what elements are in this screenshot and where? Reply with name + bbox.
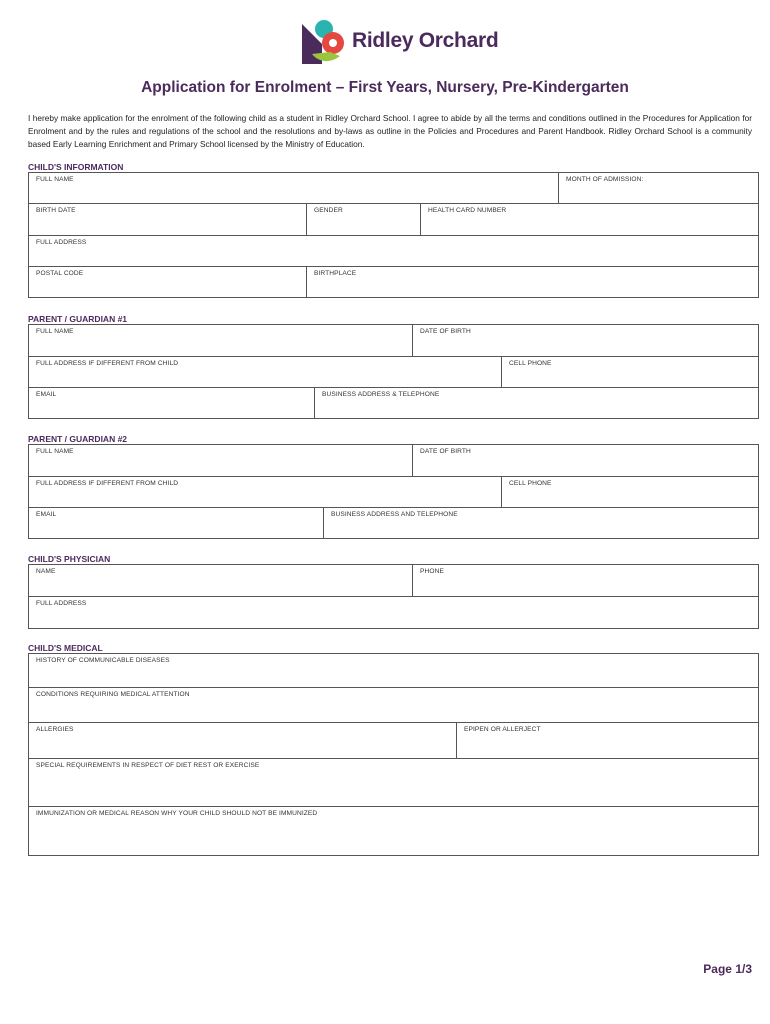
guardian-2-full-name-field[interactable]	[29, 445, 413, 477]
section-heading-child-info: CHILD'S INFORMATION	[28, 162, 124, 172]
field-label: GENDER	[314, 207, 343, 214]
guardian-1-dob-field[interactable]	[413, 325, 759, 357]
field-label: IMMUNIZATION OR MEDICAL REASON WHY YOUR CHILD SHOULD NOT BE IMMUNIZED	[36, 810, 318, 817]
physician-phone-field[interactable]	[413, 565, 759, 597]
child-full-name-field[interactable]	[29, 173, 559, 204]
guardian-1-email-field[interactable]	[29, 388, 315, 419]
field-label: CELL PHONE	[509, 480, 552, 487]
field-label: NAME	[36, 568, 56, 575]
guardian-1-table	[28, 324, 759, 419]
field-label: DATE OF BIRTH	[420, 328, 471, 335]
field-label: EMAIL	[36, 511, 57, 518]
physician-table	[28, 564, 759, 629]
field-label: BIRTHPLACE	[314, 270, 357, 277]
communicable-diseases-field[interactable]	[29, 654, 759, 688]
month-of-admission-field[interactable]	[559, 173, 759, 204]
child-info-table	[28, 172, 759, 298]
child-gender-field[interactable]	[307, 204, 421, 236]
field-label: MONTH OF ADMISSION:	[566, 176, 644, 183]
ridley-orchard-logo-icon	[300, 16, 346, 66]
field-label: FULL NAME	[36, 448, 74, 455]
section-heading-physician: CHILD'S PHYSICIAN	[28, 554, 111, 564]
health-card-number-field[interactable]	[421, 204, 759, 236]
special-requirements-field[interactable]	[29, 759, 759, 807]
section-heading-guardian-2: PARENT / GUARDIAN #2	[28, 434, 128, 444]
guardian-2-address-field[interactable]	[29, 477, 502, 508]
guardian-2-email-field[interactable]	[29, 508, 324, 539]
guardian-2-cell-phone-field[interactable]	[502, 477, 759, 508]
field-label: SPECIAL REQUIREMENTS IN RESPECT OF DIET REST OR EXERCISE	[36, 762, 260, 769]
field-label: FULL ADDRESS IF DIFFERENT FROM CHILD	[36, 480, 179, 487]
child-birthplace-field[interactable]	[307, 267, 759, 298]
field-label: CONDITIONS REQUIRING MEDICAL ATTENTION	[36, 691, 190, 698]
field-label: FULL NAME	[36, 328, 74, 335]
physician-name-field[interactable]	[29, 565, 413, 597]
field-label: HISTORY OF COMMUNICABLE DISEASES	[36, 657, 170, 664]
field-label: POSTAL CODE	[36, 270, 84, 277]
immunization-field[interactable]	[29, 807, 759, 856]
brand-name: Ridley Orchard	[352, 29, 499, 52]
field-label: CELL PHONE	[509, 360, 552, 367]
field-label: PHONE	[420, 568, 444, 575]
field-label: FULL ADDRESS	[36, 600, 87, 607]
page-title: Application for Enrolment – First Years, Nursery, Pre-Kindergarten	[141, 79, 629, 96]
intro-paragraph: I hereby make application for the enrolment of the following child as a student in Ridley Orchard School. I agree to abide by all the terms and conditions outlined in the Procedures for Application for Enrolment and by the rules and regulations of the school and the resolutions and by-laws as outline in the Policies and Procedures and Parent Handbook. Ridley Orchard School is a community based Early Learning Enrichment and Primary School licensed by the Ministry of Education.	[28, 113, 752, 150]
field-label: HEALTH CARD NUMBER	[428, 207, 507, 214]
child-full-address-field[interactable]	[29, 236, 759, 267]
child-postal-code-field[interactable]	[29, 267, 307, 298]
guardian-1-full-name-field[interactable]	[29, 325, 413, 357]
medical-table	[28, 653, 759, 856]
field-label: FULL ADDRESS	[36, 239, 87, 246]
physician-address-field[interactable]	[29, 597, 759, 629]
guardian-1-business-field[interactable]	[315, 388, 759, 419]
brand-logo	[300, 16, 498, 66]
guardian-2-business-field[interactable]	[324, 508, 759, 539]
guardian-2-table	[28, 444, 759, 539]
field-label: EMAIL	[36, 391, 57, 398]
section-heading-guardian-1: PARENT / GUARDIAN #1	[28, 314, 128, 324]
medical-conditions-field[interactable]	[29, 688, 759, 723]
page-number: Page 1/3	[703, 962, 752, 976]
field-label: FULL NAME	[36, 176, 74, 183]
field-label: FULL ADDRESS IF DIFFERENT FROM CHILD	[36, 360, 179, 367]
field-label: EPIPEN OR ALLERJECT	[464, 726, 541, 733]
allergies-field[interactable]	[29, 723, 457, 759]
field-label: BIRTH DATE	[36, 207, 76, 214]
child-birth-date-field[interactable]	[29, 204, 307, 236]
field-label: BUSINESS ADDRESS AND TELEPHONE	[331, 511, 458, 518]
field-label: DATE OF BIRTH	[420, 448, 471, 455]
field-label: BUSINESS ADDRESS & TELEPHONE	[322, 391, 440, 398]
guardian-2-dob-field[interactable]	[413, 445, 759, 477]
epipen-field[interactable]	[457, 723, 759, 759]
guardian-1-cell-phone-field[interactable]	[502, 357, 759, 388]
section-heading-medical: CHILD'S MEDICAL	[28, 643, 103, 653]
field-label: ALLERGIES	[36, 726, 74, 733]
guardian-1-address-field[interactable]	[29, 357, 502, 388]
